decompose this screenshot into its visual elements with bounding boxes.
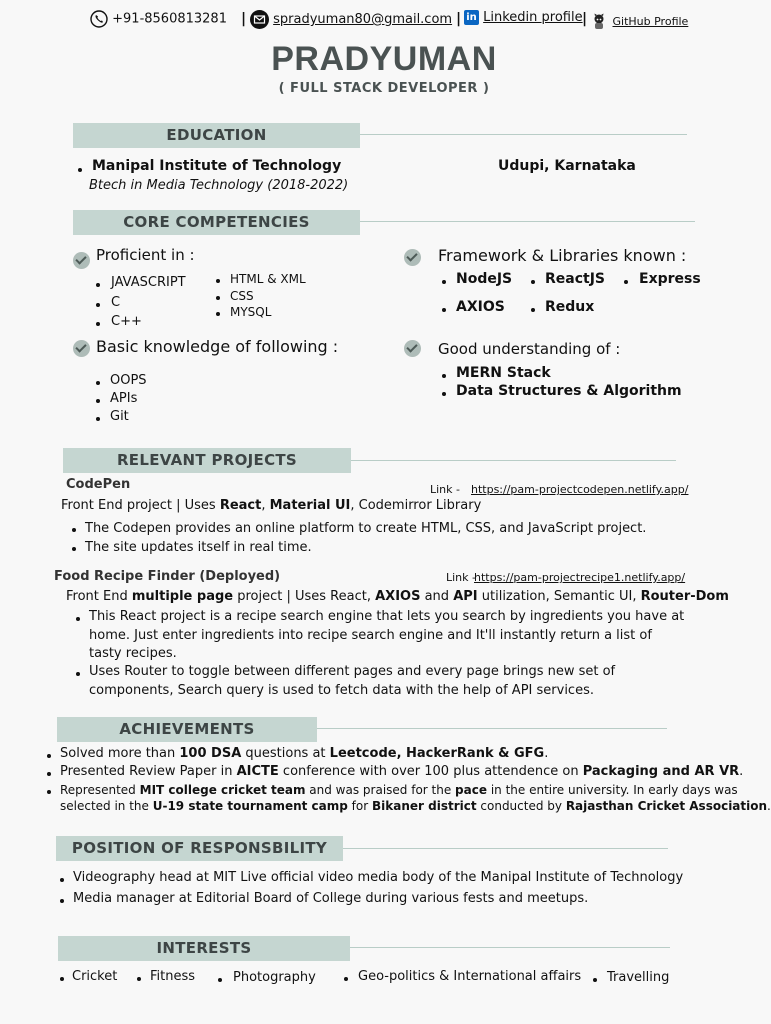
section-divider: [343, 848, 668, 849]
bullet: [442, 308, 446, 312]
bullet: [47, 790, 51, 794]
project-link-label: Link -: [446, 571, 476, 584]
responsibility-item: Media manager at Editorial Board of College during various fests and meetups.: [73, 891, 589, 906]
email-link[interactable]: spradyuman80@gmail.com: [273, 12, 453, 27]
bullet: [96, 303, 100, 307]
bullet: [442, 280, 446, 284]
responsibility-item: Videography head at MIT Live official video media body of the Manipal Institute of Technology: [73, 870, 684, 885]
project-link-label: Link -: [430, 483, 460, 496]
interest-item: Travelling: [607, 970, 670, 985]
interest-item: Fitness: [150, 969, 196, 984]
education-heading: EDUCATION: [73, 123, 360, 148]
achievements-heading: ACHIEVEMENTS: [57, 717, 317, 742]
bullet: [96, 381, 100, 385]
bullet: [442, 374, 446, 378]
bullet: [96, 417, 100, 421]
interest-item: Geo-politics & International affairs: [358, 969, 582, 984]
bullet: [72, 547, 76, 551]
proficient-label: Proficient in :: [96, 246, 195, 264]
competencies-heading: CORE COMPETENCIES: [73, 210, 360, 235]
bullet: [593, 978, 597, 982]
basic-label: Basic knowledge of following :: [96, 337, 339, 356]
basic-item: OOPS: [110, 373, 147, 388]
bullet: [60, 878, 64, 882]
achievement-item: Solved more than 100 DSA questions at Leetcode, HackerRank & GFG.: [60, 746, 549, 761]
bullet: [47, 772, 51, 776]
proficient-item: C++: [111, 314, 142, 329]
section-divider: [351, 460, 676, 461]
framework-item: AXIOS: [456, 299, 505, 315]
project-bullet: The site updates itself in real time.: [85, 540, 312, 555]
separator: |: [241, 11, 247, 27]
phone-number: +91-8560813281: [112, 11, 227, 27]
bullet: [216, 279, 220, 283]
bullet: [344, 977, 348, 981]
bullet: [531, 308, 535, 312]
basic-item: APIs: [110, 391, 138, 406]
mail-icon: [250, 10, 269, 29]
github-link[interactable]: GitHub Profile: [612, 15, 689, 28]
achievement-item-cont: selected in the U-19 state tournament camp for Bikaner district conducted by Rajasthan Cricket Association.: [60, 799, 771, 813]
project-bullet-cont: components, Search query is used to fetch data with the help of API services.: [89, 683, 594, 698]
project-description: Front End project | Uses React, Material UI, Codemirror Library: [61, 498, 482, 513]
contact-github[interactable]: [589, 12, 688, 32]
bullet: [60, 977, 64, 981]
framework-item: NodeJS: [456, 271, 513, 287]
project-bullet: This React project is a recipe search engine that lets you search by ingredients you have at: [89, 609, 685, 624]
bullet: [137, 977, 141, 981]
proficient-item: HTML & XML: [230, 272, 306, 286]
education-location: Udupi, Karnataka: [498, 158, 636, 174]
bullet: [624, 280, 628, 284]
project-link[interactable]: https://pam-projectcodepen.netlify.app/: [471, 483, 689, 496]
linkedin-link[interactable]: Linkedin profile: [483, 10, 583, 25]
interest-item: Photography: [233, 970, 316, 985]
basic-item: Git: [110, 409, 129, 424]
contact-email[interactable]: [250, 10, 452, 29]
interests-heading: INTERESTS: [58, 936, 350, 961]
separator: |: [582, 11, 588, 27]
section-divider: [360, 221, 695, 222]
project-bullet: Uses Router to toggle between different pages and every page brings new set of: [89, 664, 616, 679]
separator: |: [456, 11, 462, 27]
contact-phone: [90, 10, 227, 28]
project-bullet-cont: home. Just enter ingredients into recipe search engine and It'll instantly return a list of: [89, 628, 652, 643]
contact-linkedin[interactable]: [464, 10, 583, 25]
proficient-item: C: [111, 295, 121, 310]
bullet: [72, 528, 76, 532]
proficient-item: MYSQL: [230, 305, 272, 319]
bullet: [96, 283, 100, 287]
good-label: Good understanding of :: [438, 340, 621, 358]
bullet: [60, 899, 64, 903]
bullet: [96, 322, 100, 326]
proficient-item: JAVASCRIPT: [111, 275, 186, 290]
achievement-item: Presented Review Paper in AICTE conference with over 100 plus attendence on Packaging and AR VR.: [60, 764, 744, 779]
project-bullet: The Codepen provides an online platform to create HTML, CSS, and JavaScript project.: [85, 521, 647, 536]
check-icon: [404, 249, 421, 266]
bullet: [96, 399, 100, 403]
good-item: Data Structures & Algorithm: [456, 383, 682, 399]
project-link[interactable]: https://pam-projectrecipe1.netlify.app/: [474, 571, 686, 584]
project-title: Food Recipe Finder (Deployed): [54, 569, 281, 584]
bullet: [76, 672, 80, 676]
candidate-title: ( FULL STACK DEVELOPER ): [278, 81, 490, 96]
project-bullet-cont: tasty recipes.: [89, 646, 177, 661]
education-degree: Btech in Media Technology (2018-2022): [89, 178, 349, 193]
achievement-item: Represented MIT college cricket team and was praised for the pace in the entire university. In early days was: [60, 783, 738, 797]
framework-item: Redux: [545, 299, 595, 315]
bullet: [442, 392, 446, 396]
project-title: CodePen: [66, 477, 131, 492]
linkedin-icon: in: [464, 10, 479, 25]
section-divider: [317, 728, 667, 729]
github-icon: [589, 12, 609, 32]
phone-icon: [90, 10, 108, 28]
education-institute: Manipal Institute of Technology: [92, 158, 342, 174]
framework-item: Express: [639, 271, 701, 287]
section-divider: [360, 134, 687, 135]
interest-item: Cricket: [72, 969, 118, 984]
proficient-item: CSS: [230, 289, 254, 303]
frameworks-label: Framework & Libraries known :: [438, 246, 687, 265]
check-icon: [73, 340, 90, 357]
bullet: [531, 280, 535, 284]
responsibility-heading: POSITION OF RESPONSBILITY: [56, 836, 343, 861]
section-divider: [350, 947, 670, 948]
bullet: [78, 168, 82, 172]
check-icon: [404, 340, 421, 357]
bullet: [47, 754, 51, 758]
check-icon: [73, 252, 90, 269]
bullet: [216, 296, 220, 300]
project-description: Front End multiple page project | Uses React, AXIOS and API utilization, Semantic UI, Router-Dom: [66, 589, 729, 604]
projects-heading: RELEVANT PROJECTS: [63, 448, 351, 473]
candidate-name: PRADYUMAN: [271, 40, 497, 78]
good-item: MERN Stack: [456, 365, 551, 381]
framework-item: ReactJS: [545, 271, 606, 287]
bullet: [76, 617, 80, 621]
bullet: [216, 312, 220, 316]
bullet: [218, 978, 222, 982]
